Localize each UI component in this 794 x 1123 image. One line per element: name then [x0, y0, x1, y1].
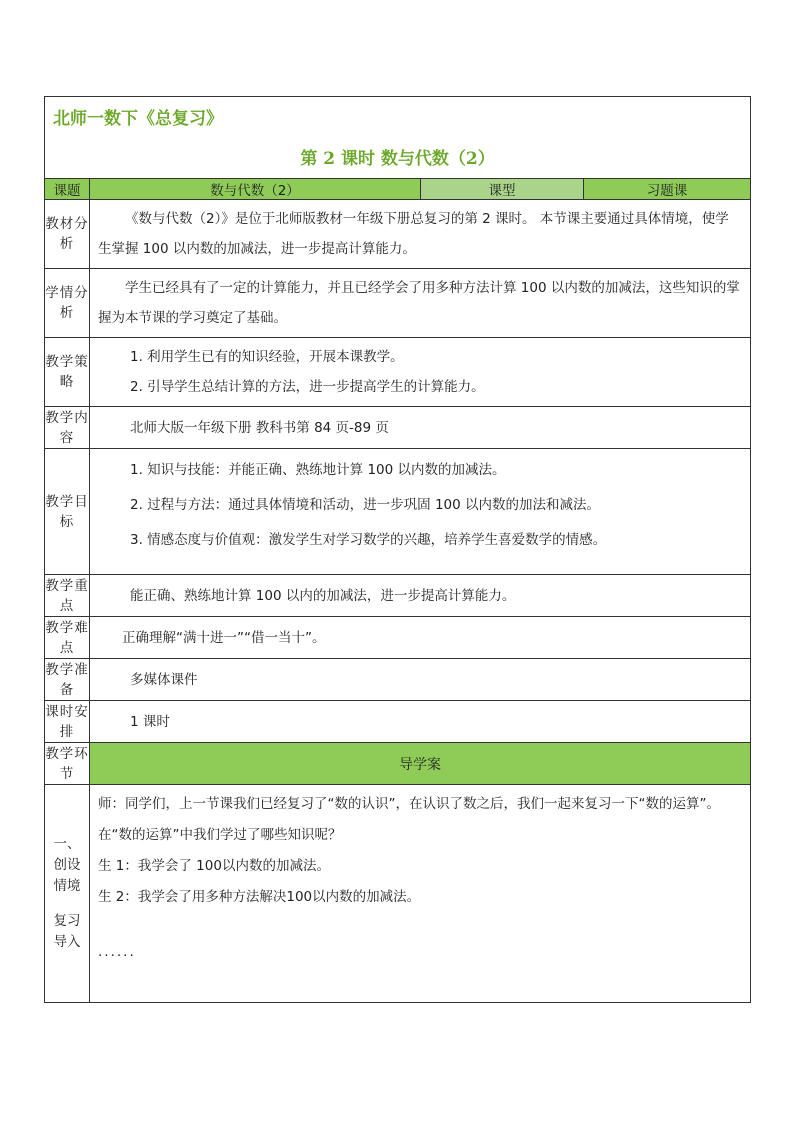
goals-row [45, 449, 751, 575]
content-content [90, 407, 751, 449]
type-label: 课型 [421, 179, 584, 200]
stages-label [45, 743, 90, 785]
prep-row [45, 659, 751, 701]
key-point-text: 能正确、熟练地计算 100 以内的加减法，进一步提高计算能力。 [130, 587, 516, 604]
stages-value: 导学案 [90, 743, 751, 785]
key-point-row [45, 575, 751, 617]
topic-label: 课题 [45, 179, 90, 200]
student-text: 学生已经具有了一定的计算能力，并且已经学会了用多种方法计算 100 以内数的加减法，这些知识的掌握为本节课的学习奠定了基础。 [98, 280, 740, 326]
stage-one-label-b: 复习导入 [53, 913, 81, 950]
strategy-item: 1. 利用学生已有的知识经验，开展本课教学。 [130, 349, 404, 365]
student-row [45, 269, 751, 338]
schedule-content [90, 701, 751, 743]
goals-content [90, 449, 751, 575]
ellipsis: ...... [98, 944, 136, 960]
student-label [45, 269, 90, 338]
strategy-row [45, 338, 751, 407]
student-content [90, 269, 751, 338]
material-row [45, 200, 751, 269]
content-label-text: 教学内容 [45, 409, 89, 446]
material-content [90, 200, 751, 269]
stages-row [45, 743, 751, 785]
stage-one-content [90, 785, 751, 1003]
content-row [45, 407, 751, 449]
stage-one-row [45, 785, 751, 1003]
dialog-line: 生 2：我学会了用多种方法解决100以内数的加减法。 [98, 889, 421, 905]
stage-one-label-a: 一、创设情境 [53, 836, 81, 894]
key-point-label [45, 575, 90, 617]
goals-label-text: 教学目标 [45, 493, 89, 530]
prep-label-text: 教学准备 [45, 661, 89, 698]
content-label [45, 407, 90, 449]
goal-item: 2. 过程与方法：通过具体情境和活动，进一步巩固 100 以内数的加法和减法。 [130, 497, 601, 513]
strategy-item: 2. 引导学生总结计算的方法，进一步提高学生的计算能力。 [130, 379, 485, 395]
schedule-row [45, 701, 751, 743]
key-point-content [90, 575, 751, 617]
goal-item: 1. 知识与技能：并能正确、熟练地计算 100 以内数的加减法。 [130, 462, 506, 478]
type-value: 习题课 [584, 179, 751, 200]
header-row [45, 97, 751, 179]
difficulty-content [90, 617, 751, 659]
stages-label-text: 教学环节 [45, 745, 89, 782]
doc-title: 北师一数下《总复习》 [53, 109, 223, 129]
lesson-title: 第 2 课时 数与代数（2） [300, 149, 495, 169]
stage-one-label [45, 785, 90, 1003]
header-cell [45, 97, 751, 179]
dialog-line: 生 1：我学会了 100以内数的加减法。 [98, 858, 330, 874]
prep-text: 多媒体课件 [130, 671, 198, 688]
info-row [45, 179, 751, 200]
goal-item: 3. 情感态度与价值观：激发学生对学习数学的兴趣，培养学生喜爱数学的情感。 [130, 532, 607, 548]
material-label-text: 教材分析 [45, 216, 89, 252]
schedule-text: 1 课时 [130, 713, 170, 730]
student-label-text: 学情分析 [45, 285, 89, 321]
strategy-content [90, 338, 751, 407]
schedule-label [45, 701, 90, 743]
strategy-label-text: 教学策略 [45, 354, 89, 390]
material-label [45, 200, 90, 269]
key-point-label-text: 教学重点 [45, 577, 89, 614]
material-text: 《数与代数（2）》是位于北师版教材一年级下册总复习的第 2 课时。 本节课主要通过具体情境，使学生掌握 100 以内数的加减法，进一步提高计算能力。 [98, 211, 729, 257]
topic-value: 数与代数（2） [90, 179, 421, 200]
difficulty-row [45, 617, 751, 659]
content-text: 北师大版一年级下册 教科书第 84 页-89 页 [130, 419, 389, 436]
prep-content [90, 659, 751, 701]
difficulty-label-text: 教学难点 [45, 619, 89, 656]
lesson-plan-table [44, 96, 751, 1003]
strategy-label [45, 338, 90, 407]
difficulty-label [45, 617, 90, 659]
schedule-label-text: 课时安排 [45, 703, 89, 740]
goals-label [45, 449, 90, 575]
prep-label [45, 659, 90, 701]
dialog-line: 师：同学们，上一节课我们已经复习了“数的认识”，在认识了数之后，我们一起来复习一下“数的运算”。在“数的运算”中我们学过了哪些知识呢？ [98, 796, 720, 843]
difficulty-text: 正确理解“满十进一”“借一当十”。 [122, 629, 326, 646]
